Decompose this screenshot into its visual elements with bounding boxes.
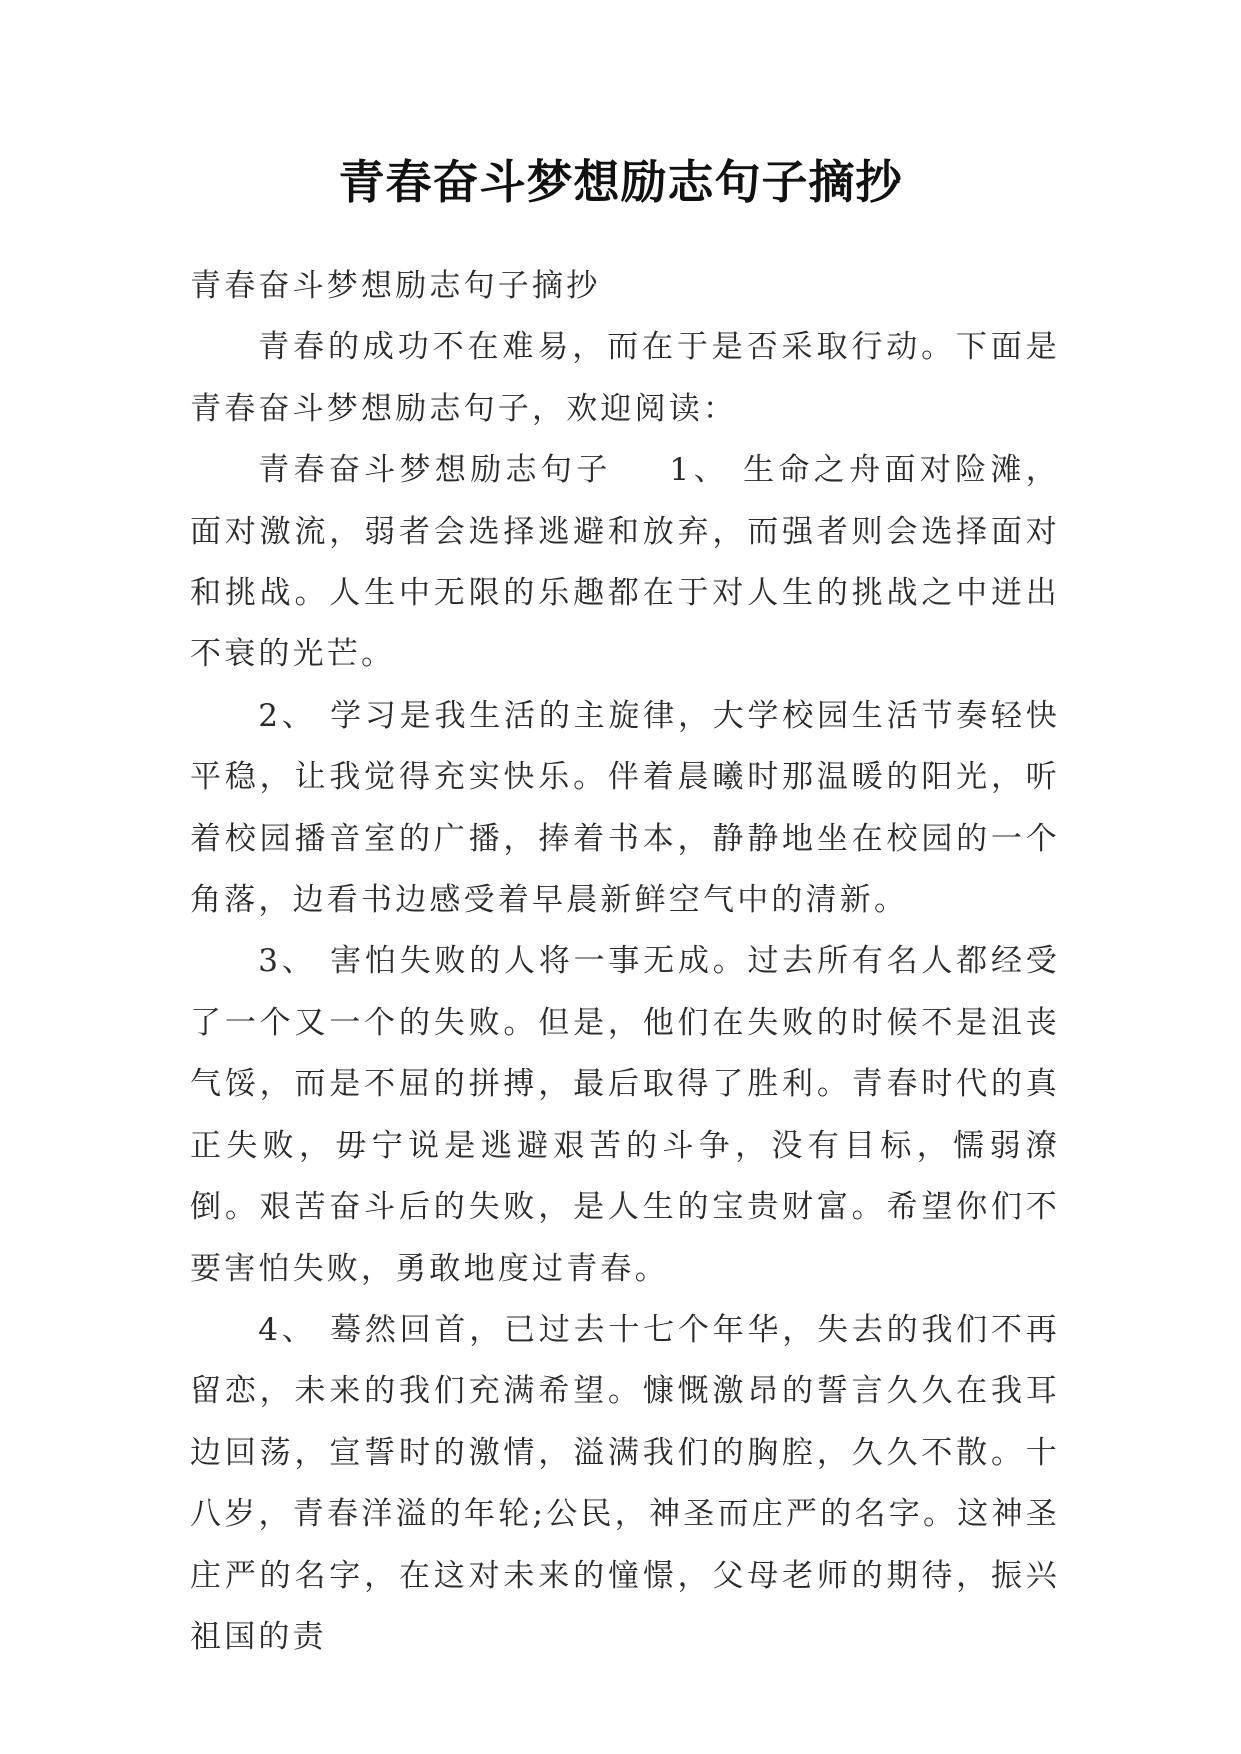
section-label: 青春奋斗梦想励志句子	[258, 452, 612, 489]
item-paragraph-3: 3、 害怕失败的人将一事无成。过去所有名人都经受了一个又一个的失败。但是，他们在失败的时候不是沮丧气馁，而是不屈的拼搏，最后取得了胜利。青春时代的真正失败，毋宁说是逃避艰苦的斗争，没有目标，懦弱潦倒。艰苦奋斗后的失败，是人生的宝贵财富。希望你们不要害怕失败，勇敢地度过青春。	[190, 943, 1060, 1287]
body-heading: 青春奋斗梦想励志句子摘抄	[190, 268, 601, 304]
item-paragraph-1	[190, 440, 1060, 686]
item-paragraph-4: 4、 蓦然回首，已过去十七个年华，失去的我们不再留恋，未来的我们充满希望。慷慨激昂的誓言久久在我耳边回荡，宣誓时的激情，溢满我们的胸腔，久久不散。十八岁，青春洋溢的年轮;公民，神圣而庄严的名字。这神圣庄严的名字，在这对未来的憧憬，父母老师的期待，振兴祖国的责	[190, 1311, 1060, 1655]
document-title: 青春奋斗梦想励志句子摘抄	[338, 155, 903, 209]
document-body	[190, 256, 1060, 1668]
intro-paragraph: 青春的成功不在难易，而在于是否采取行动。下面是青春奋斗梦想励志句子，欢迎阅读：	[190, 329, 1060, 427]
item-text-1: 1、 生命之舟面对险滩，面对激流，弱者会选择逃避和放弃，而强者则会选择面对和挑战。人生中无限的乐趣都在于对人生的挑战之中迸出不衰的光芒。	[190, 452, 1061, 673]
item-paragraph-2: 2、 学习是我生活的主旋律，大学校园生活节奏轻快平稳，让我觉得充实快乐。伴着晨曦时那温暖的阳光，听着校园播音室的广播，捧着书本，静静地坐在校园的一个角落，边看书边感受着早晨新鲜空气中的清新。	[190, 697, 1060, 919]
